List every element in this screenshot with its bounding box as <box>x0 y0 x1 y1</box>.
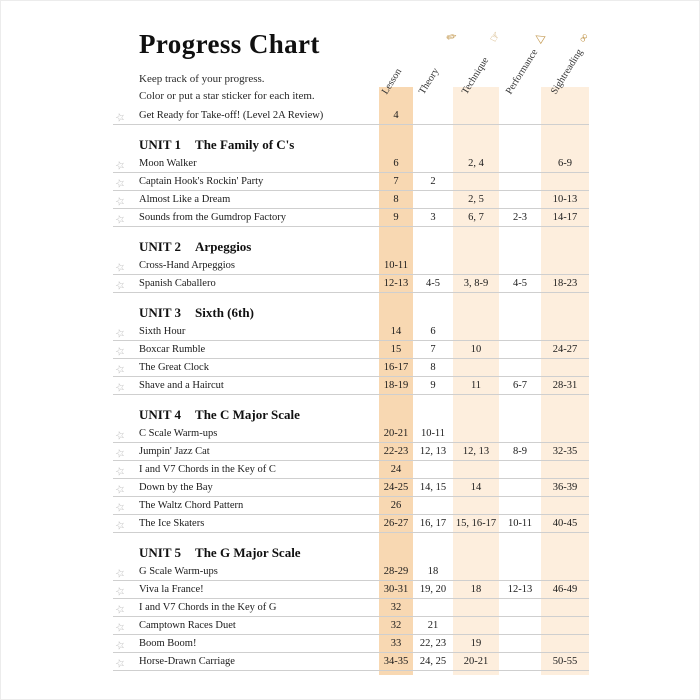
chart-row <box>113 257 589 275</box>
page-cell-lesson: 9 <box>393 212 399 223</box>
page-cell-theory: 19, 20 <box>419 584 447 595</box>
piece-title: Jumpin' Jazz Cat <box>139 446 210 457</box>
chart-row <box>113 341 589 359</box>
page-cell-technique: 3, 8-9 <box>463 278 489 289</box>
piece-title: C Scale Warm-ups <box>139 428 218 439</box>
page-cell-technique: 18 <box>470 584 482 595</box>
page-cell-lesson: 15 <box>390 344 402 355</box>
page-cell-lesson: 33 <box>390 638 402 649</box>
unit-number: UNIT 2 <box>139 239 182 254</box>
subtitle-line-2: Color or put a star sticker for each item. <box>139 89 315 102</box>
chart-row <box>113 191 589 209</box>
piece-title: The Waltz Chord Pattern <box>139 500 244 511</box>
page-cell-technique: 14 <box>470 482 482 493</box>
page-cell-technique: 15, 16-17 <box>455 518 497 529</box>
unit-heading <box>113 237 589 257</box>
star-icon: ☆ <box>113 620 127 636</box>
star-icon: ☆ <box>113 110 127 126</box>
page-cell-theory: 4-5 <box>426 278 440 289</box>
star-icon: ☆ <box>113 656 127 672</box>
page-cell-performance: 2-3 <box>513 212 527 223</box>
star-icon: ☆ <box>113 260 127 276</box>
piece-title: Horse-Drawn Carriage <box>139 656 235 667</box>
page-cell-sightreading: 50-55 <box>552 656 578 667</box>
chart-row <box>113 461 589 479</box>
page-title: Progress Chart <box>139 29 320 59</box>
column-label-sightreading: Sightreading <box>548 47 586 97</box>
page-cell-theory: 24, 25 <box>419 656 447 667</box>
page-cell-lesson: 32 <box>390 620 402 631</box>
page-cell-lesson: 8 <box>393 194 399 205</box>
page-cell-sightreading: 10-13 <box>552 194 578 205</box>
page-cell-technique: 19 <box>470 638 482 649</box>
unit-title: Sixth (6th) <box>195 305 254 320</box>
page-cell-lesson: 18-19 <box>383 380 409 391</box>
pencil-icon: ✎ <box>443 29 461 45</box>
page-cell-theory: 21 <box>427 620 439 631</box>
unit-number: UNIT 5 <box>139 545 182 560</box>
page-cell-lesson: 10-11 <box>383 260 409 271</box>
piece-title: I and V7 Chords in the Key of G <box>139 602 277 613</box>
star-icon: ☆ <box>113 584 127 600</box>
chart-row <box>113 653 589 671</box>
page-cell-theory: 6 <box>430 326 436 337</box>
page-cell-lesson: 28-29 <box>383 566 409 577</box>
star-icon: ☆ <box>113 212 127 228</box>
unit-title: The C Major Scale <box>195 407 300 422</box>
page-cell-sightreading: 18-23 <box>552 278 578 289</box>
unit-heading <box>113 543 589 563</box>
page-cell-performance: 6-7 <box>513 380 527 391</box>
piece-title: Moon Walker <box>139 158 197 169</box>
star-icon: ☆ <box>113 464 127 480</box>
page-cell-lesson: 26 <box>390 500 402 511</box>
page-cell-technique: 6, 7 <box>468 212 484 223</box>
column-label-theory: Theory <box>416 66 442 97</box>
star-icon: ☆ <box>113 446 127 462</box>
piece-title: Spanish Caballero <box>139 278 216 289</box>
page-cell-lesson: 26-27 <box>383 518 409 529</box>
page-cell-lesson: 24-25 <box>383 482 409 493</box>
page-cell-performance: 10-11 <box>507 518 533 529</box>
page-cell-theory: 22, 23 <box>419 638 447 649</box>
star-icon: ☆ <box>113 194 127 210</box>
piece-title: Captain Hook's Rockin' Party <box>139 176 264 187</box>
unit-number: UNIT 1 <box>139 137 182 152</box>
piece-title: Almost Like a Dream <box>139 194 231 205</box>
page-cell-theory: 9 <box>430 380 436 391</box>
unit-title: The G Major Scale <box>195 545 301 560</box>
metronome-icon: △ <box>530 29 547 45</box>
page-cell-theory: 7 <box>430 344 436 355</box>
page-cell-lesson: 24 <box>390 464 402 475</box>
unit-number: UNIT 4 <box>139 407 182 422</box>
page-cell-theory: 14, 15 <box>419 482 447 493</box>
page-cell-lesson: 34-35 <box>383 656 409 667</box>
hand-icon: ☞ <box>486 28 504 45</box>
page-subtitle <box>139 71 320 104</box>
page-cell-sightreading: 40-45 <box>552 518 578 529</box>
page-cell-technique: 20-21 <box>463 656 489 667</box>
glasses-icon: ∞ <box>575 30 592 45</box>
piece-title: The Ice Skaters <box>139 518 205 529</box>
star-icon: ☆ <box>113 158 127 174</box>
page-cell-theory: 18 <box>427 566 439 577</box>
chart-row <box>113 107 589 125</box>
unit-title: Arpeggios <box>195 239 252 254</box>
page-cell-lesson: 14 <box>390 326 402 337</box>
piece-title: Down by the Bay <box>139 482 213 493</box>
chart-row <box>113 617 589 635</box>
chart-row <box>113 155 589 173</box>
page-cell-lesson: 12-13 <box>383 278 409 289</box>
piece-title: Boom Boom! <box>139 638 197 649</box>
page-cell-technique: 11 <box>470 380 482 391</box>
page-cell-sightreading: 46-49 <box>552 584 578 595</box>
page-cell-lesson: 4 <box>393 110 399 121</box>
star-icon: ☆ <box>113 638 127 654</box>
chart-row <box>113 563 589 581</box>
star-icon: ☆ <box>113 362 127 378</box>
page-cell-lesson: 32 <box>390 602 402 613</box>
progress-table <box>113 107 589 671</box>
chart-row <box>113 515 589 533</box>
star-icon: ☆ <box>113 602 127 618</box>
page-cell-lesson: 6 <box>393 158 399 169</box>
unit-title: The Family of C's <box>195 137 295 152</box>
piece-title: Sixth Hour <box>139 326 186 337</box>
progress-rows <box>113 107 589 671</box>
page-cell-sightreading: 24-27 <box>552 344 578 355</box>
star-icon: ☆ <box>113 518 127 534</box>
page-cell-theory: 16, 17 <box>419 518 447 529</box>
piece-title: The Great Clock <box>139 362 209 373</box>
page-cell-technique: 2, 5 <box>468 194 484 205</box>
page-cell-sightreading: 32-35 <box>552 446 578 457</box>
star-icon: ☆ <box>113 344 127 360</box>
page-cell-lesson: 22-23 <box>383 446 409 457</box>
chart-row <box>113 377 589 395</box>
chart-row <box>113 581 589 599</box>
column-label-performance: Performance <box>503 47 541 97</box>
page-cell-lesson: 20-21 <box>383 428 409 439</box>
chart-row <box>113 635 589 653</box>
chart-row <box>113 599 589 617</box>
unit-heading <box>113 405 589 425</box>
piece-title: Cross-Hand Arpeggios <box>139 260 235 271</box>
chart-row <box>113 443 589 461</box>
piece-title: Viva la France! <box>139 584 204 595</box>
page-cell-sightreading: 36-39 <box>552 482 578 493</box>
piece-title: Get Ready for Take-off! (Level 2A Review) <box>139 110 324 121</box>
unit-heading <box>113 135 589 155</box>
page-cell-technique: 2, 4 <box>468 158 484 169</box>
star-icon: ☆ <box>113 482 127 498</box>
page-cell-theory: 2 <box>430 176 436 187</box>
page-cell-lesson: 16-17 <box>383 362 409 373</box>
chart-row <box>113 479 589 497</box>
page-cell-theory: 10-11 <box>420 428 446 439</box>
chart-row <box>113 209 589 227</box>
piece-title: G Scale Warm-ups <box>139 566 218 577</box>
page-cell-sightreading: 6-9 <box>558 158 572 169</box>
chart-row <box>113 173 589 191</box>
star-icon: ☆ <box>113 566 127 582</box>
page-cell-technique: 10 <box>470 344 482 355</box>
star-icon: ☆ <box>113 326 127 342</box>
star-icon: ☆ <box>113 278 127 294</box>
page-cell-theory: 3 <box>430 212 436 223</box>
page-cell-sightreading: 28-31 <box>552 380 578 391</box>
page-cell-performance: 8-9 <box>513 446 527 457</box>
column-label-technique: Technique <box>459 55 492 97</box>
star-icon: ☆ <box>113 380 127 396</box>
piece-title: Shave and a Haircut <box>139 380 224 391</box>
chart-row <box>113 275 589 293</box>
column-label-lesson: Lesson <box>379 66 405 97</box>
page-cell-performance: 12-13 <box>507 584 533 595</box>
chart-row <box>113 359 589 377</box>
page-cell-theory: 12, 13 <box>419 446 447 457</box>
page-cell-technique: 12, 13 <box>462 446 490 457</box>
chart-row <box>113 497 589 515</box>
piece-title: Boxcar Rumble <box>139 344 206 355</box>
page-cell-lesson: 7 <box>393 176 399 187</box>
page-cell-lesson: 30-31 <box>383 584 409 595</box>
piece-title: I and V7 Chords in the Key of C <box>139 464 276 475</box>
page-cell-performance: 4-5 <box>513 278 527 289</box>
unit-number: UNIT 3 <box>139 305 182 320</box>
chart-row <box>113 323 589 341</box>
page-cell-theory: 8 <box>430 362 436 373</box>
star-icon: ☆ <box>113 500 127 516</box>
piece-title: Sounds from the Gumdrop Factory <box>139 212 286 223</box>
subtitle-line-1: Keep track of your progress. <box>139 73 265 85</box>
piece-title: Camptown Races Duet <box>139 620 236 631</box>
star-icon: ☆ <box>113 428 127 444</box>
unit-heading <box>113 303 589 323</box>
star-icon: ☆ <box>113 176 127 192</box>
page-header <box>139 29 320 104</box>
chart-row <box>113 425 589 443</box>
page-cell-sightreading: 14-17 <box>552 212 578 223</box>
